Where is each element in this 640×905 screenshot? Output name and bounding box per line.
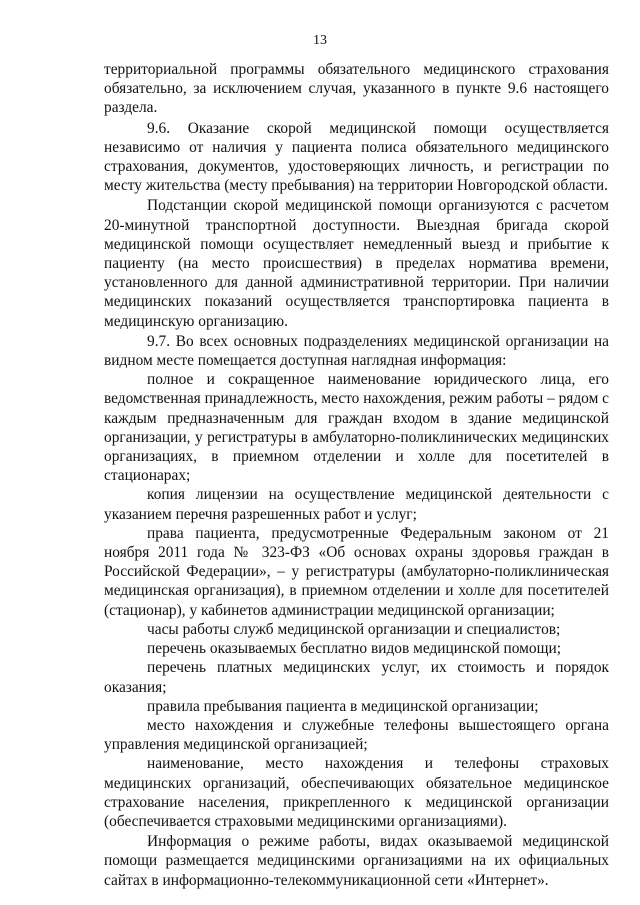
paragraph-website-information: Информация о режиме работы, видах оказываемой медицинской помощи размещается медицинскими организациями на их официальных сайтах в информационно-телекоммуникационной сети «Интернет». [104,833,609,889]
list-item-license-copy: копия лицензии на осуществление медицинской деятельности с указанием перечня разрешенных работ и услуг; [104,486,609,523]
document-body [104,60,609,890]
list-item-patient-rights: права пациента, предусмотренные Федеральным законом от 21 ноября 2011 года № 323-ФЗ «Об основах охраны здоровья граждан в Российской Федерации», – у регистратуры (амбулаторно-поликлиническая медицинская организация), в приемном отделении и холле для посетителей (стационар), у кабинетов администрации медицинской организации; [104,524,609,619]
paragraph-9-7: 9.7. Во всех основных подразделениях медицинской организации на видном месте помещается доступная наглядная информация: [104,332,609,370]
list-item-working-hours: часы работы служб медицинской организации и специалистов; [147,620,561,638]
paragraph-ambulance-substations: Подстанции скорой медицинской помощи организуются с расчетом 20-минутной транспортной доступности. Выездная бригада скорой медицинской помощи осуществляет немедленный выезд и прибытие к пациенту (на место происшествия) в пределах норматива времени, установленного для данной административной территории. При наличии медицинских показаний осуществляется транспортировка пациента в медицинскую организацию. [104,197,609,330]
list-item-legal-entity-name: полное и сокращенное наименование юридического лица, его ведомственная принадлежность, место нахождения, режим работы – рядом с каждым предназначенным для граждан входом в здание медицинской организации, у регистратуры в амбулаторно-поликлинических медицинских организациях, в приемном отделении и холле для посетителей в стационарах; [104,371,609,485]
paragraph-9-6: 9.6. Оказание скорой медицинской помощи осуществляется независимо от наличия у пациента полиса обязательного медицинского страхования, документов, удостоверяющих личность, и регистрации по месту жительства (месту пребывания) на территории Новгородской области. [104,119,609,195]
list-item-higher-authority: место нахождения и служебные телефоны вышестоящего органа управления медицинской организацией; [104,716,609,754]
list-item-free-care-list: перечень оказываемых бесплатно видов медицинской помощи; [147,640,561,658]
page-number: 13 [313,33,327,48]
list-item-insurance-organizations: наименование, место нахождения и телефоны страховых медицинских организаций, обеспечивающих обязательное медицинское страхование населения, прикрепленного к медицинской организации (обеспечивается страховыми медицинскими организациями). [104,755,609,830]
list-item-paid-services: перечень платных медицинских услуг, их стоимость и порядок оказания; [104,659,609,696]
paragraph-continuation: территориальной программы обязательного медицинского страхования обязательно, за исключением случая, указанного в пункте 9.6 настоящего раздела. [104,61,609,117]
list-item-stay-rules: правила пребывания пациента в медицинской организации; [147,697,539,715]
